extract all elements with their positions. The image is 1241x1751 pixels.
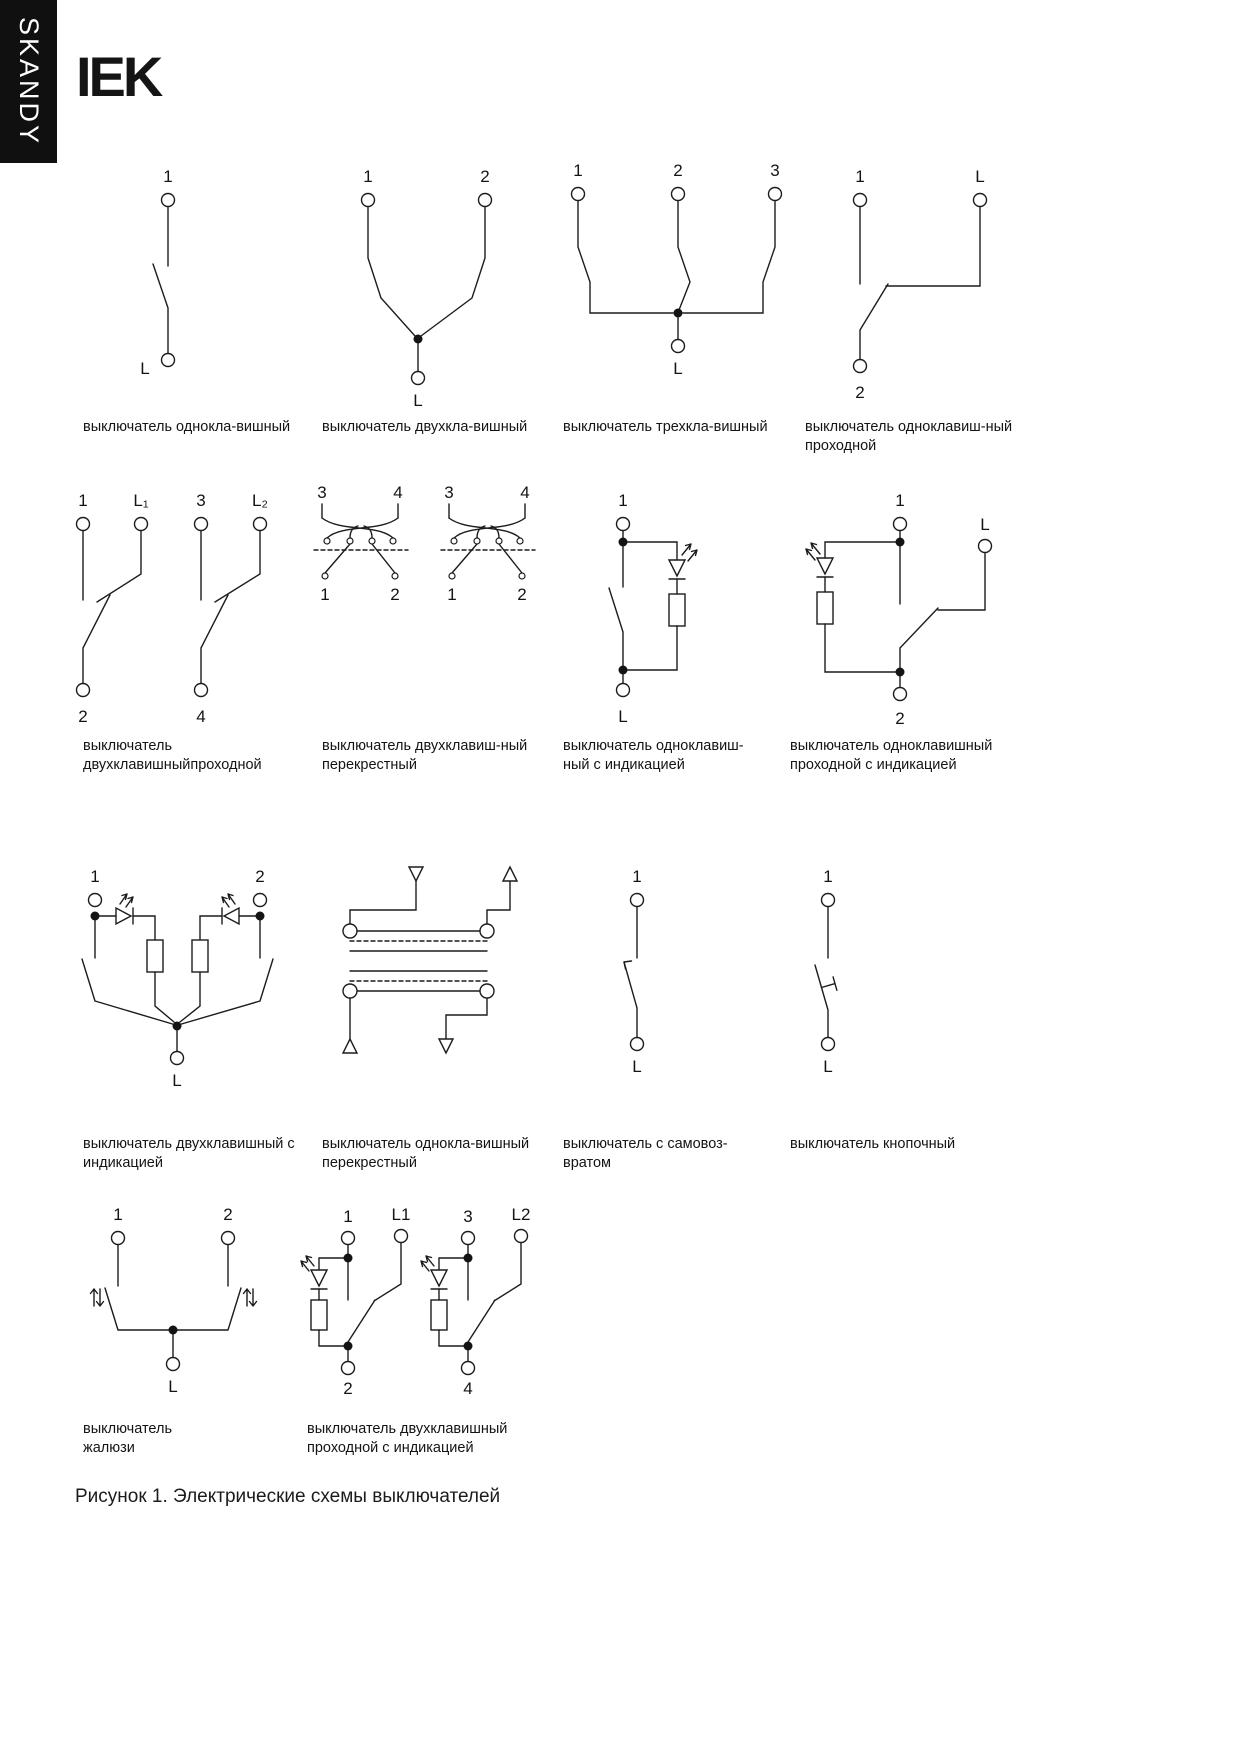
circuit-wires xyxy=(609,518,697,697)
terminal-label: 2 xyxy=(855,383,865,402)
self-return-icon xyxy=(624,961,632,969)
single-indicator-schematic xyxy=(585,482,725,744)
caption-line: перекрестный xyxy=(322,757,417,774)
caption-line: выключатель одноклавиш- xyxy=(563,738,744,754)
caption-line: ный с индикацией xyxy=(563,757,685,774)
terminal-label: L xyxy=(172,1071,182,1090)
terminal-label: L xyxy=(618,707,628,726)
caption-double-indicator xyxy=(83,1135,295,1173)
resistor-icon xyxy=(431,1300,447,1330)
terminal-label: 1 xyxy=(163,167,173,186)
terminal-label: 1 xyxy=(823,867,833,886)
single-pass-indicator-schematic xyxy=(788,482,1043,744)
circuit-wires xyxy=(806,518,992,701)
terminal-label: L xyxy=(823,1057,833,1076)
terminal-label: 1 xyxy=(343,1207,353,1226)
terminal-label: 1 xyxy=(618,491,628,510)
caption-line: проходной с индикацией xyxy=(307,1440,474,1457)
diagram-single-switch xyxy=(105,158,235,416)
circuit-wires xyxy=(362,194,492,385)
double-pass-indicator-schematic xyxy=(298,1196,563,1426)
caption-line: выключатель двухклавиш-ный xyxy=(322,738,528,754)
iek-logo: IEK xyxy=(76,45,161,108)
double-cross-schematic xyxy=(303,482,558,622)
terminal-label: 1 xyxy=(895,491,905,510)
terminal-label: L₁ xyxy=(133,491,149,510)
caption-single-indicator xyxy=(563,737,744,775)
caption-line: вратом xyxy=(563,1155,612,1172)
caption-single-switch xyxy=(83,418,290,437)
led-icon xyxy=(817,558,833,574)
caption-line: индикацией xyxy=(83,1155,163,1172)
caption-line: выключатель xyxy=(83,738,173,754)
diagram-triple-switch xyxy=(548,152,803,392)
terminal-label: 1 xyxy=(90,867,100,886)
double-indicator-schematic xyxy=(58,858,303,1110)
caption-line: проходной xyxy=(805,438,877,455)
led-icon xyxy=(431,1270,447,1286)
terminal-label: 1 xyxy=(320,585,330,604)
push-actuator-icon xyxy=(822,977,837,990)
caption-line: выключатель одноклавиш-ный xyxy=(805,419,1013,435)
caption-line: выключатель одноклавишный xyxy=(790,738,993,754)
diagram-single-switch-indicator xyxy=(585,482,725,744)
led-arrows-icon xyxy=(682,544,697,561)
caption-line: выключатель кнопочный xyxy=(790,1136,956,1152)
caption-push xyxy=(790,1135,955,1154)
resistor-icon xyxy=(311,1300,327,1330)
caption-blinds xyxy=(83,1420,172,1458)
double-pass-schematic xyxy=(55,482,300,744)
terminal-label: 1 xyxy=(78,491,88,510)
single-pass-schematic xyxy=(798,158,1048,420)
triple-switch-schematic xyxy=(548,152,803,392)
caption-line: двухклавишныйпроходной xyxy=(83,757,262,774)
terminal-label: 3 xyxy=(770,161,780,180)
terminal-label: 2 xyxy=(343,1379,353,1398)
caption-single-pass-indicator xyxy=(790,737,992,775)
diagram-double-cross-switch xyxy=(303,482,558,622)
circuit-wires xyxy=(153,194,175,367)
diagram-blinds-switch xyxy=(58,1196,298,1426)
caption-line: выключатель однокла-вишный xyxy=(322,1136,530,1152)
diagram-double-pass-indicator xyxy=(298,1196,563,1426)
circuit-wires xyxy=(572,188,782,353)
led-arrows-icon xyxy=(421,1256,434,1271)
caption-double-pass xyxy=(83,737,262,775)
push-schematic xyxy=(788,858,878,1093)
terminal-label: 3 xyxy=(196,491,206,510)
led-arrows-icon xyxy=(301,1256,314,1271)
terminal-label: 2 xyxy=(390,585,400,604)
terminal-label: 2 xyxy=(480,167,490,186)
single-cross-schematic xyxy=(328,855,543,1090)
diagram-momentary-switch xyxy=(598,858,688,1093)
caption-single-pass xyxy=(805,418,1012,456)
resistor-icon xyxy=(147,940,163,972)
diagram-single-pass-switch xyxy=(798,158,1048,420)
resistor-icon xyxy=(669,594,685,626)
terminal-label: 3 xyxy=(317,483,327,502)
terminal-label: 1 xyxy=(363,167,373,186)
led-icon xyxy=(116,908,131,924)
caption-line: выключатель xyxy=(83,1421,173,1437)
terminal-label: L xyxy=(975,167,985,186)
circuit-wires xyxy=(77,518,267,697)
single-switch-schematic xyxy=(105,158,235,416)
led-arrows-icon xyxy=(120,894,133,907)
led-icon xyxy=(311,1270,327,1286)
terminal-label: L1 xyxy=(391,1205,411,1224)
arrow-up-icon xyxy=(343,1039,357,1053)
led-icon xyxy=(669,560,685,576)
terminal-label: 2 xyxy=(895,709,905,728)
diagram-push-switch xyxy=(788,858,878,1093)
diagram-double-switch-indicator xyxy=(58,858,303,1110)
terminal-label: 4 xyxy=(196,707,206,726)
terminal-label: L2 xyxy=(511,1205,531,1224)
momentary-schematic xyxy=(598,858,688,1093)
caption-momentary xyxy=(563,1135,728,1173)
terminal-label: 1 xyxy=(855,167,865,186)
terminal-label: 3 xyxy=(463,1207,473,1226)
terminal-label: 3 xyxy=(444,483,454,502)
circuit-wires xyxy=(343,867,517,1053)
terminal-label: 4 xyxy=(393,483,403,502)
brand-sidebar xyxy=(0,0,57,163)
caption-line: перекрестный xyxy=(322,1155,417,1172)
caption-double-pass-indicator xyxy=(307,1420,507,1458)
caption-single-cross xyxy=(322,1135,529,1173)
arrow-down-icon xyxy=(439,1039,453,1053)
circuit-wires xyxy=(624,894,644,1051)
terminal-label: 2 xyxy=(255,867,265,886)
caption-line: выключатель трехкла-вишный xyxy=(563,419,768,435)
double-switch-schematic xyxy=(305,158,540,420)
caption-line: жалюзи xyxy=(83,1440,135,1457)
terminal-label: L xyxy=(140,359,150,378)
caption-line: выключатель однокла-вишный xyxy=(83,419,291,435)
up-down-arrows-icon xyxy=(244,1289,257,1306)
figure-caption: Рисунок 1. Электрические схемы выключателей xyxy=(75,1486,501,1507)
terminal-label: 4 xyxy=(463,1379,473,1398)
circuit-wires xyxy=(91,1232,257,1371)
resistor-icon xyxy=(192,940,208,972)
diagram-double-switch xyxy=(305,158,540,420)
caption-line: проходной с индикацией xyxy=(790,757,957,774)
terminal-label: 1 xyxy=(447,585,457,604)
terminal-label: L xyxy=(980,515,990,534)
led-arrows-icon xyxy=(222,894,235,907)
diagram-double-pass-switch xyxy=(55,482,300,744)
terminal-label: 4 xyxy=(520,483,530,502)
caption-line: выключатель двухклавишный с xyxy=(83,1136,295,1152)
led-icon xyxy=(224,908,239,924)
arrow-down-icon xyxy=(409,867,423,881)
terminal-label: 1 xyxy=(632,867,642,886)
terminal-label: L xyxy=(413,391,423,410)
caption-line: выключатель двухклавишный xyxy=(307,1421,508,1437)
caption-line: выключатель с самовоз- xyxy=(563,1136,728,1152)
terminal-label: L₂ xyxy=(251,491,269,510)
arrow-up-icon xyxy=(503,867,517,881)
terminal-label: 1 xyxy=(573,161,583,180)
terminal-label: L xyxy=(673,359,683,378)
terminal-label: 2 xyxy=(517,585,527,604)
terminal-label: L xyxy=(632,1057,642,1076)
blinds-schematic xyxy=(58,1196,298,1426)
circuit-wires xyxy=(854,194,987,373)
caption-triple-switch xyxy=(563,418,768,437)
caption-line: выключатель двухкла-вишный xyxy=(322,419,528,435)
circuit-wires xyxy=(301,1230,528,1375)
diagram-single-cross-switch xyxy=(328,855,543,1090)
caption-double-switch xyxy=(322,418,527,437)
terminal-label: 1 xyxy=(113,1205,123,1224)
terminal-label: 2 xyxy=(673,161,683,180)
resistor-icon xyxy=(817,592,833,624)
brand-series-label: SKANDY xyxy=(14,16,44,147)
caption-double-cross xyxy=(322,737,527,775)
terminal-label: 2 xyxy=(78,707,88,726)
circuit-wires xyxy=(815,894,837,1051)
cross-unit-2 xyxy=(441,483,535,604)
circuit-wires xyxy=(82,894,273,1065)
terminal-label: L xyxy=(168,1377,178,1396)
cross-unit-1 xyxy=(314,483,408,604)
diagram-single-pass-indicator xyxy=(788,482,1043,744)
terminal-label: 2 xyxy=(223,1205,233,1224)
up-down-arrows-icon xyxy=(91,1289,104,1306)
